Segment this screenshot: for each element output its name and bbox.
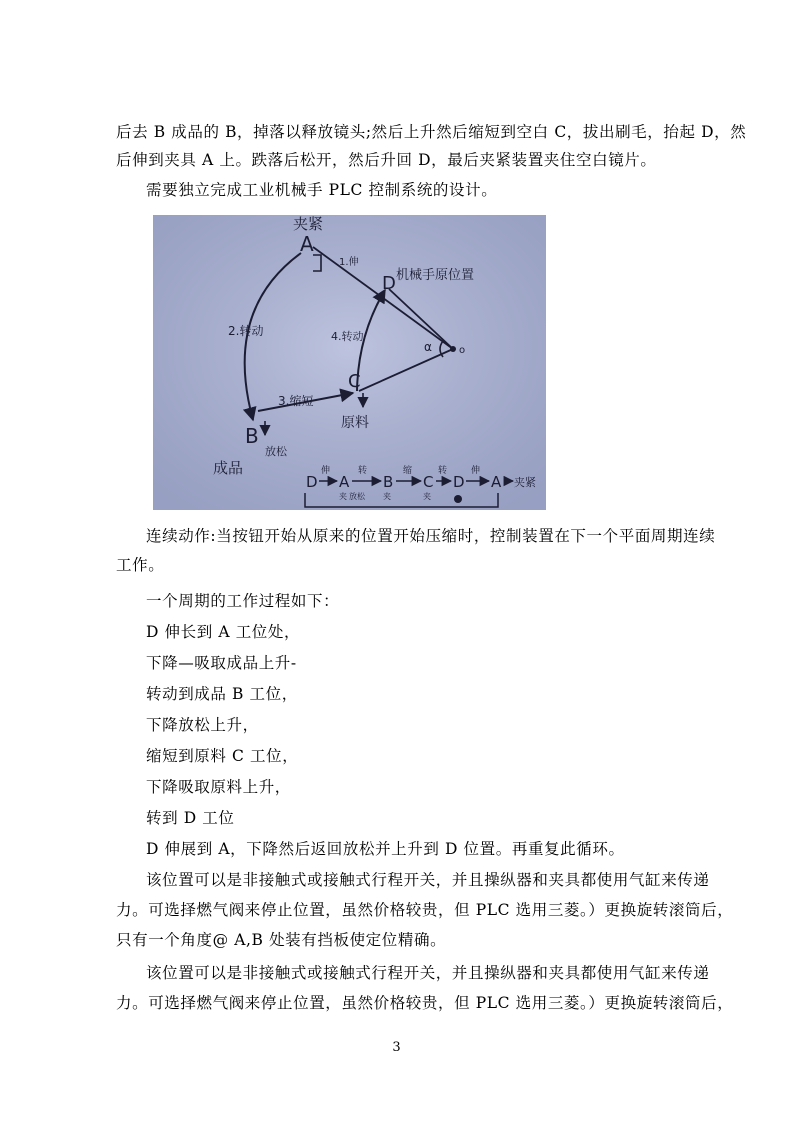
flow-node-7: 夹紧 (514, 476, 536, 489)
flow-return-dot (454, 495, 462, 503)
step-1: D 伸长到 A 工位处， (146, 623, 301, 641)
flow-node-6: A (491, 473, 502, 491)
flow-node-5: D (453, 473, 465, 491)
paragraph-5-line-1: 该位置可以是非接触式或接触式行程开关，并且操纵器和夹具都使用气缸来传递 (146, 871, 710, 889)
flow-top-1: 伸 (321, 466, 331, 476)
label-step2: 2.转动 (228, 324, 264, 338)
step-6: 下降吸取原料上升， (146, 778, 291, 796)
flow-bottom-2: 放松 (349, 492, 365, 501)
flow-node-2: A (339, 473, 350, 491)
label-clamp: 夹紧 (293, 215, 324, 233)
flow-top-3: 缩 (403, 466, 413, 476)
paragraph-4: 一个周期的工作过程如下： (146, 592, 340, 610)
paragraph-5-line-2: 力。可选择燃气阀来停止位置，虽然价格较贵，但 PLC 选用三菱。）更换旋转滚筒后， (116, 901, 734, 919)
label-c: C (348, 371, 361, 392)
label-release: 放松 (265, 445, 287, 458)
label-b: B (245, 424, 259, 448)
label-step4: 4.转动 (331, 330, 364, 343)
page-number: 3 (392, 1040, 401, 1055)
label-step1: 1.伸 (339, 257, 359, 268)
flow-bottom-1: 夹 (339, 492, 347, 501)
step-2: 下降—吸取成品上升- (146, 654, 297, 672)
paragraph-3-line-2: 工作。 (116, 556, 165, 574)
flow-top-5: 伸 (471, 466, 481, 476)
flow-bottom-4: 夹 (423, 492, 431, 501)
label-alpha: α (424, 340, 432, 354)
pivot-point (450, 346, 456, 352)
label-step3: 3.缩短 (278, 394, 314, 408)
paragraph-5-line-3: 只有一个角度@ A,B 处装有挡板使定位精确。 (116, 931, 447, 949)
paragraph-6-line-1: 该位置可以是非接触式或接触式行程开关，并且操纵器和夹具都使用气缸来传递 (146, 964, 710, 982)
flow-top-2: 转 (358, 466, 368, 476)
label-origin: 机械手原位置 (396, 268, 475, 283)
flow-top-4: 转 (438, 466, 448, 476)
flow-node-1: D (306, 473, 318, 491)
diagram-drawing (153, 215, 546, 510)
paragraph-6-line-2: 力。可选择燃气阀来停止位置，虽然价格较贵，但 PLC 选用三菱。）更换旋转滚筒后， (116, 994, 734, 1012)
step-4: 下降放松上升， (146, 716, 259, 734)
label-a: A (300, 232, 314, 256)
flow-node-4: C (423, 473, 434, 491)
flow-node-3: B (383, 473, 394, 491)
paragraph-3-line-1: 连续动作:当按钮开始从原来的位置开始压缩时，控制装置在下一个平面周期连续 (146, 527, 716, 545)
step-8: D 伸展到 A，下降然后返回放松并上升到 D 位置。再重复此循环。 (146, 840, 625, 858)
step-5: 缩短到原料 C 工位， (146, 747, 299, 765)
hand-drawn-diagram-photo (153, 215, 546, 510)
flow-bottom-3: 夹 (383, 492, 391, 501)
label-product: 成品 (213, 459, 244, 477)
paragraph-1-line-2: 后伸到夹具 A 上。跌落后松开，然后升回 D，最后夹紧装置夹住空白镜片。 (116, 151, 657, 169)
label-raw: 原料 (341, 415, 369, 431)
paragraph-2: 需要独立完成工业机械手 PLC 控制系统的设计。 (146, 181, 498, 199)
step-7: 转到 D 工位 (146, 809, 235, 827)
label-d: D (382, 273, 396, 294)
label-o: o (459, 345, 466, 356)
paragraph-1-line-1: 后去 B 成品的 B，掉落以释放镜头;然后上升然后缩短到空白 C，拔出刷毛，抬起 D，然 (116, 123, 747, 141)
step-3: 转动到成品 B 工位， (146, 685, 298, 703)
